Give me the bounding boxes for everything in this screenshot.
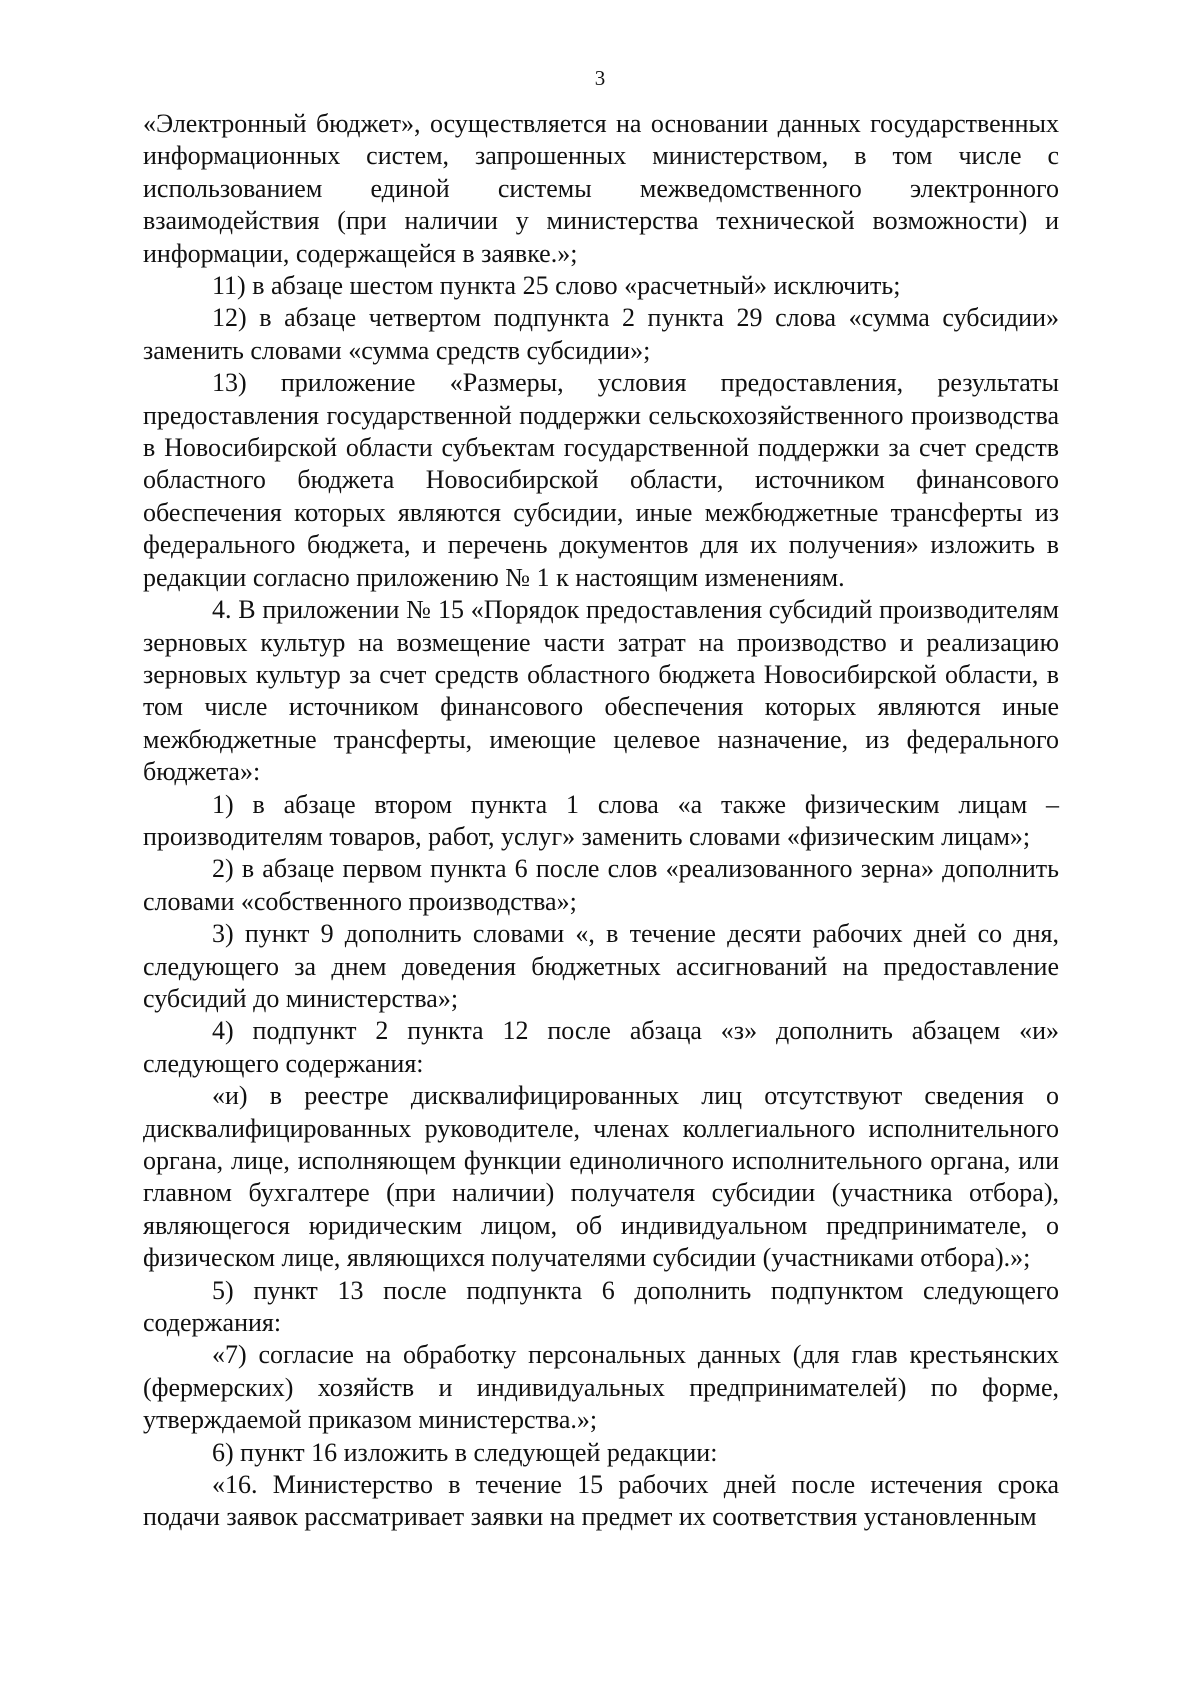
paragraph: 13) приложение «Размеры, условия предоставления, результаты предоставления государственной поддержки сельскохозяйственного производства в Новосибирской области субъектам государственной поддержки за счет средств областного бюджета Новосибирской области, источником финансового обеспечения которых являются субсидии, иные межбюджетные трансферты из федерального бюджета, и перечень документов для их получения» изложить в редакции согласно приложению № 1 к настоящим изменениям. [143,368,1059,592]
paragraph: 4. В приложении № 15 «Порядок предоставления субсидий производителям зерновых культур на возмещение части затрат на производство и реализацию зерновых культур за счет средств областного бюджета Новосибирской области, в том числе источником финансового обеспечения которых являются иные межбюджетные трансферты, имеющие целевое назначение, из федерального бюджета»: [143,595,1059,787]
paragraph: 11) в абзаце шестом пункта 25 слово «расчетный» исключить; [212,271,901,301]
paragraph: «и) в реестре дисквалифицированных лиц отсутствуют сведения о дисквалифицированных руководителе, членах коллегиального исполнительного органа, лице, исполняющем функции единоличного исполнительного органа, или главном бухгалтере (при наличии) получателя субсидии (участника отбора), являющегося юридическим лицом, об индивидуальном предпринимателе, о физическом лице, являющихся получателями субсидии (участниками отбора).»; [143,1081,1059,1273]
paragraph: 4) подпункт 2 пункта 12 после абзаца «з» дополнить абзацем «и» следующего содержания: [143,1016,1059,1078]
paragraph: 2) в абзаце первом пункта 6 после слов «реализованного зерна» дополнить словами «собственного производства»; [143,854,1059,916]
page-number: 3 [594,66,606,90]
paragraph: 5) пункт 13 после подпункта 6 дополнить подпунктом следующего содержания: [143,1275,1059,1338]
paragraph: «7) согласие на обработку персональных данных (для глав крестьянских (фермерских) хозяйств и индивидуальных предпринимателей) по форме, утверждаемой приказом министерства.»; [143,1340,1059,1435]
paragraph: 1) в абзаце втором пункта 1 слова «а также физическим лицам – производителям товаров, работ, услуг» заменить словами «физическим лицам»; [143,789,1059,851]
paragraph: «16. Министерство в течение 15 рабочих дней после истечения срока подачи заявок рассматривает заявки на предмет их соответствия установленным [143,1470,1059,1532]
document-body [143,108,1059,1534]
paragraph: «Электронный бюджет», осуществляется на основании данных государственных информационных систем, запрошенных министерством, в том числе с использованием единой системы межведомственного электронного взаимодействия (при наличии у министерства технической возможности) и информации, содержащейся в заявке.»; [143,109,1059,268]
paragraph: 12) в абзаце четвертом подпункта 2 пункта 29 слова «сумма субсидии» заменить словами «сумма средств субсидии»; [143,303,1059,365]
paragraph: 6) пункт 16 изложить в следующей редакции: [212,1437,718,1467]
paragraph: 3) пункт 9 дополнить словами «, в течение десяти рабочих дней со дня, следующего за днем доведения бюджетных ассигнований на предоставление субсидий до министерства»; [143,919,1059,1013]
